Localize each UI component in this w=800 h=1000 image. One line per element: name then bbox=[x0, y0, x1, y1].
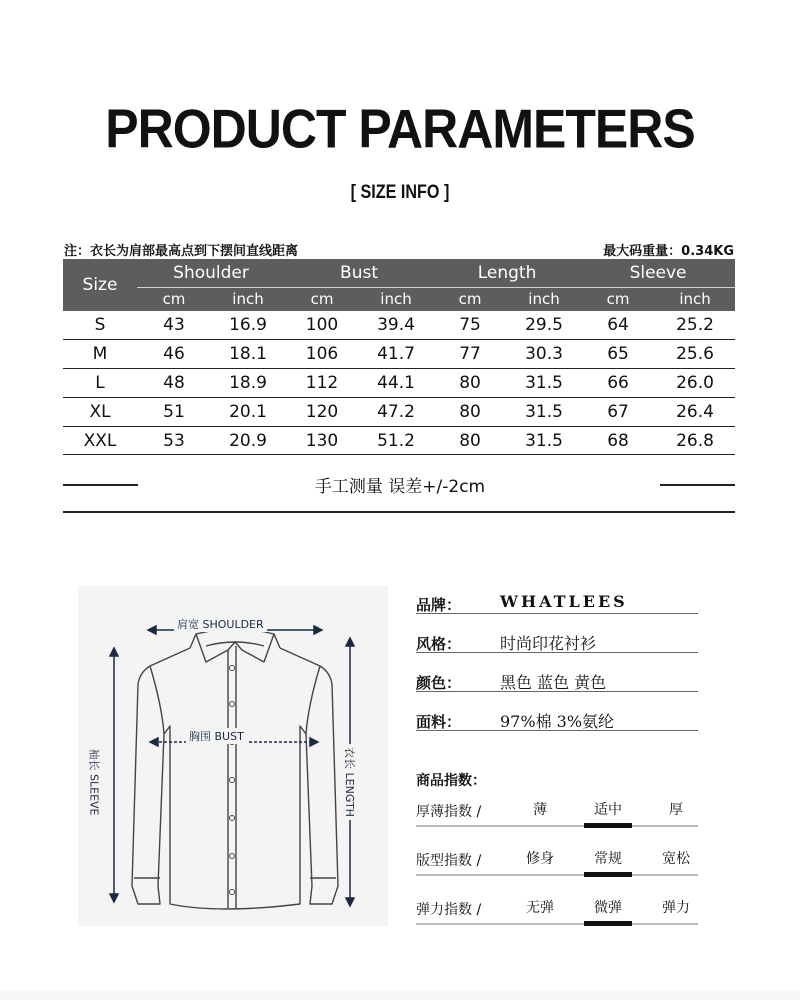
size-cell: L bbox=[63, 369, 137, 398]
size-cell: XL bbox=[63, 397, 137, 426]
measurement-cell: 106 bbox=[285, 340, 359, 369]
measurement-cell: 80 bbox=[433, 369, 507, 398]
measurement-cell: 26.8 bbox=[655, 426, 735, 455]
index-selected-marker bbox=[584, 872, 632, 877]
brand-row bbox=[416, 590, 698, 614]
index-option: 薄 bbox=[533, 802, 547, 818]
sleeve-label: 袖长 SLEEVE bbox=[86, 746, 102, 819]
unit-header: inch bbox=[211, 287, 285, 311]
shoulder-label: 肩宽 SHOULDER bbox=[174, 616, 267, 632]
measurement-cell: 26.4 bbox=[655, 397, 735, 426]
size-info-heading: [ SIZE INFO ] bbox=[350, 182, 450, 203]
divider bbox=[660, 484, 735, 486]
table-row bbox=[63, 340, 735, 369]
table-row bbox=[63, 426, 735, 455]
style-value: 时尚印花衬衫 bbox=[500, 634, 597, 653]
table-row bbox=[63, 311, 735, 340]
brand-value: WHATLEES bbox=[500, 592, 628, 611]
measurement-cell: 48 bbox=[137, 369, 211, 398]
measurement-cell: 77 bbox=[433, 340, 507, 369]
bottom-band bbox=[0, 990, 800, 1000]
measurement-cell: 18.1 bbox=[211, 340, 285, 369]
index-label: 弹力指数 / bbox=[416, 902, 482, 918]
index-row bbox=[416, 795, 698, 825]
index-scale-line bbox=[416, 874, 698, 876]
measurement-cell: 30.3 bbox=[507, 340, 581, 369]
index-scale-line bbox=[416, 923, 698, 925]
measurement-cell: 16.9 bbox=[211, 311, 285, 340]
index-label: 厚薄指数 / bbox=[416, 804, 482, 820]
page-title: PRODUCT PARAMETERS bbox=[105, 98, 695, 160]
index-option: 宽松 bbox=[662, 851, 690, 867]
color-label: 颜色： bbox=[416, 674, 462, 692]
measurement-cell: 51.2 bbox=[359, 426, 433, 455]
measurement-cell: 41.7 bbox=[359, 340, 433, 369]
measurement-cell: 31.5 bbox=[507, 369, 581, 398]
size-table bbox=[63, 259, 735, 455]
measurement-cell: 25.2 bbox=[655, 311, 735, 340]
index-label: 版型指数 / bbox=[416, 853, 482, 869]
index-selected-marker bbox=[584, 823, 632, 828]
measurement-cell: 31.5 bbox=[507, 397, 581, 426]
measurement-cell: 18.9 bbox=[211, 369, 285, 398]
material-row bbox=[416, 707, 698, 731]
size-cell: XXL bbox=[63, 426, 137, 455]
unit-header: cm bbox=[581, 287, 655, 311]
measurement-cell: 46 bbox=[137, 340, 211, 369]
unit-header: inch bbox=[655, 287, 735, 311]
unit-header: cm bbox=[137, 287, 211, 311]
measurement-cell: 26.0 bbox=[655, 369, 735, 398]
sleeve-header: Sleeve bbox=[581, 259, 735, 287]
length-header: Length bbox=[433, 259, 581, 287]
measurement-cell: 80 bbox=[433, 397, 507, 426]
material-label: 面料： bbox=[416, 713, 462, 731]
material-value: 97%棉 3%氨纶 bbox=[500, 712, 615, 731]
size-table-body bbox=[63, 311, 735, 455]
measurement-cell: 80 bbox=[433, 426, 507, 455]
index-option: 无弹 bbox=[526, 900, 554, 916]
measurement-cell: 47.2 bbox=[359, 397, 433, 426]
measurement-cell: 43 bbox=[137, 311, 211, 340]
measurement-cell: 31.5 bbox=[507, 426, 581, 455]
measure-note: 手工测量 误差+/-2cm bbox=[314, 477, 486, 497]
measurement-cell: 39.4 bbox=[359, 311, 433, 340]
measurement-cell: 130 bbox=[285, 426, 359, 455]
measurement-cell: 120 bbox=[285, 397, 359, 426]
index-option: 常规 bbox=[594, 851, 622, 867]
brand-label: 品牌： bbox=[416, 596, 462, 614]
shirt-diagram bbox=[78, 586, 388, 926]
index-option: 弹力 bbox=[662, 900, 690, 916]
measurement-cell: 53 bbox=[137, 426, 211, 455]
size-cell: S bbox=[63, 311, 137, 340]
bust-label: 胸围 BUST bbox=[186, 728, 247, 744]
divider bbox=[63, 511, 735, 513]
measurement-cell: 67 bbox=[581, 397, 655, 426]
index-selected-marker bbox=[584, 921, 632, 926]
unit-header: inch bbox=[359, 287, 433, 311]
table-row bbox=[63, 397, 735, 426]
measurement-cell: 100 bbox=[285, 311, 359, 340]
unit-header: cm bbox=[285, 287, 359, 311]
measurement-cell: 51 bbox=[137, 397, 211, 426]
unit-header: inch bbox=[507, 287, 581, 311]
bust-header: Bust bbox=[285, 259, 433, 287]
measurement-cell: 68 bbox=[581, 426, 655, 455]
color-row bbox=[416, 668, 698, 692]
index-option: 微弹 bbox=[594, 900, 622, 916]
length-label: 衣长 LENGTH bbox=[342, 744, 358, 820]
measurement-cell: 66 bbox=[581, 369, 655, 398]
index-option: 适中 bbox=[594, 802, 622, 818]
measurement-cell: 29.5 bbox=[507, 311, 581, 340]
style-label: 风格： bbox=[416, 635, 462, 653]
unit-header: cm bbox=[433, 287, 507, 311]
index-row bbox=[416, 893, 698, 923]
shoulder-header: Shoulder bbox=[137, 259, 285, 287]
length-note: 注：衣长为肩部最高点到下摆间直线距离 bbox=[64, 244, 299, 259]
measurement-cell: 25.6 bbox=[655, 340, 735, 369]
index-option: 修身 bbox=[526, 851, 554, 867]
index-row bbox=[416, 844, 698, 874]
measurement-cell: 65 bbox=[581, 340, 655, 369]
index-title: 商品指数： bbox=[416, 773, 486, 789]
table-row bbox=[63, 369, 735, 398]
measurement-cell: 112 bbox=[285, 369, 359, 398]
measurement-cell: 64 bbox=[581, 311, 655, 340]
size-header: Size bbox=[63, 259, 137, 311]
measurement-cell: 75 bbox=[433, 311, 507, 340]
index-option: 厚 bbox=[669, 802, 683, 818]
size-cell: M bbox=[63, 340, 137, 369]
max-weight: 最大码重量：0.34KG bbox=[603, 244, 734, 259]
measurement-cell: 20.1 bbox=[211, 397, 285, 426]
measurement-cell: 44.1 bbox=[359, 369, 433, 398]
measurement-cell: 20.9 bbox=[211, 426, 285, 455]
index-scale-line bbox=[416, 825, 698, 827]
color-value: 黑色 蓝色 黄色 bbox=[500, 673, 607, 692]
style-row bbox=[416, 629, 698, 653]
